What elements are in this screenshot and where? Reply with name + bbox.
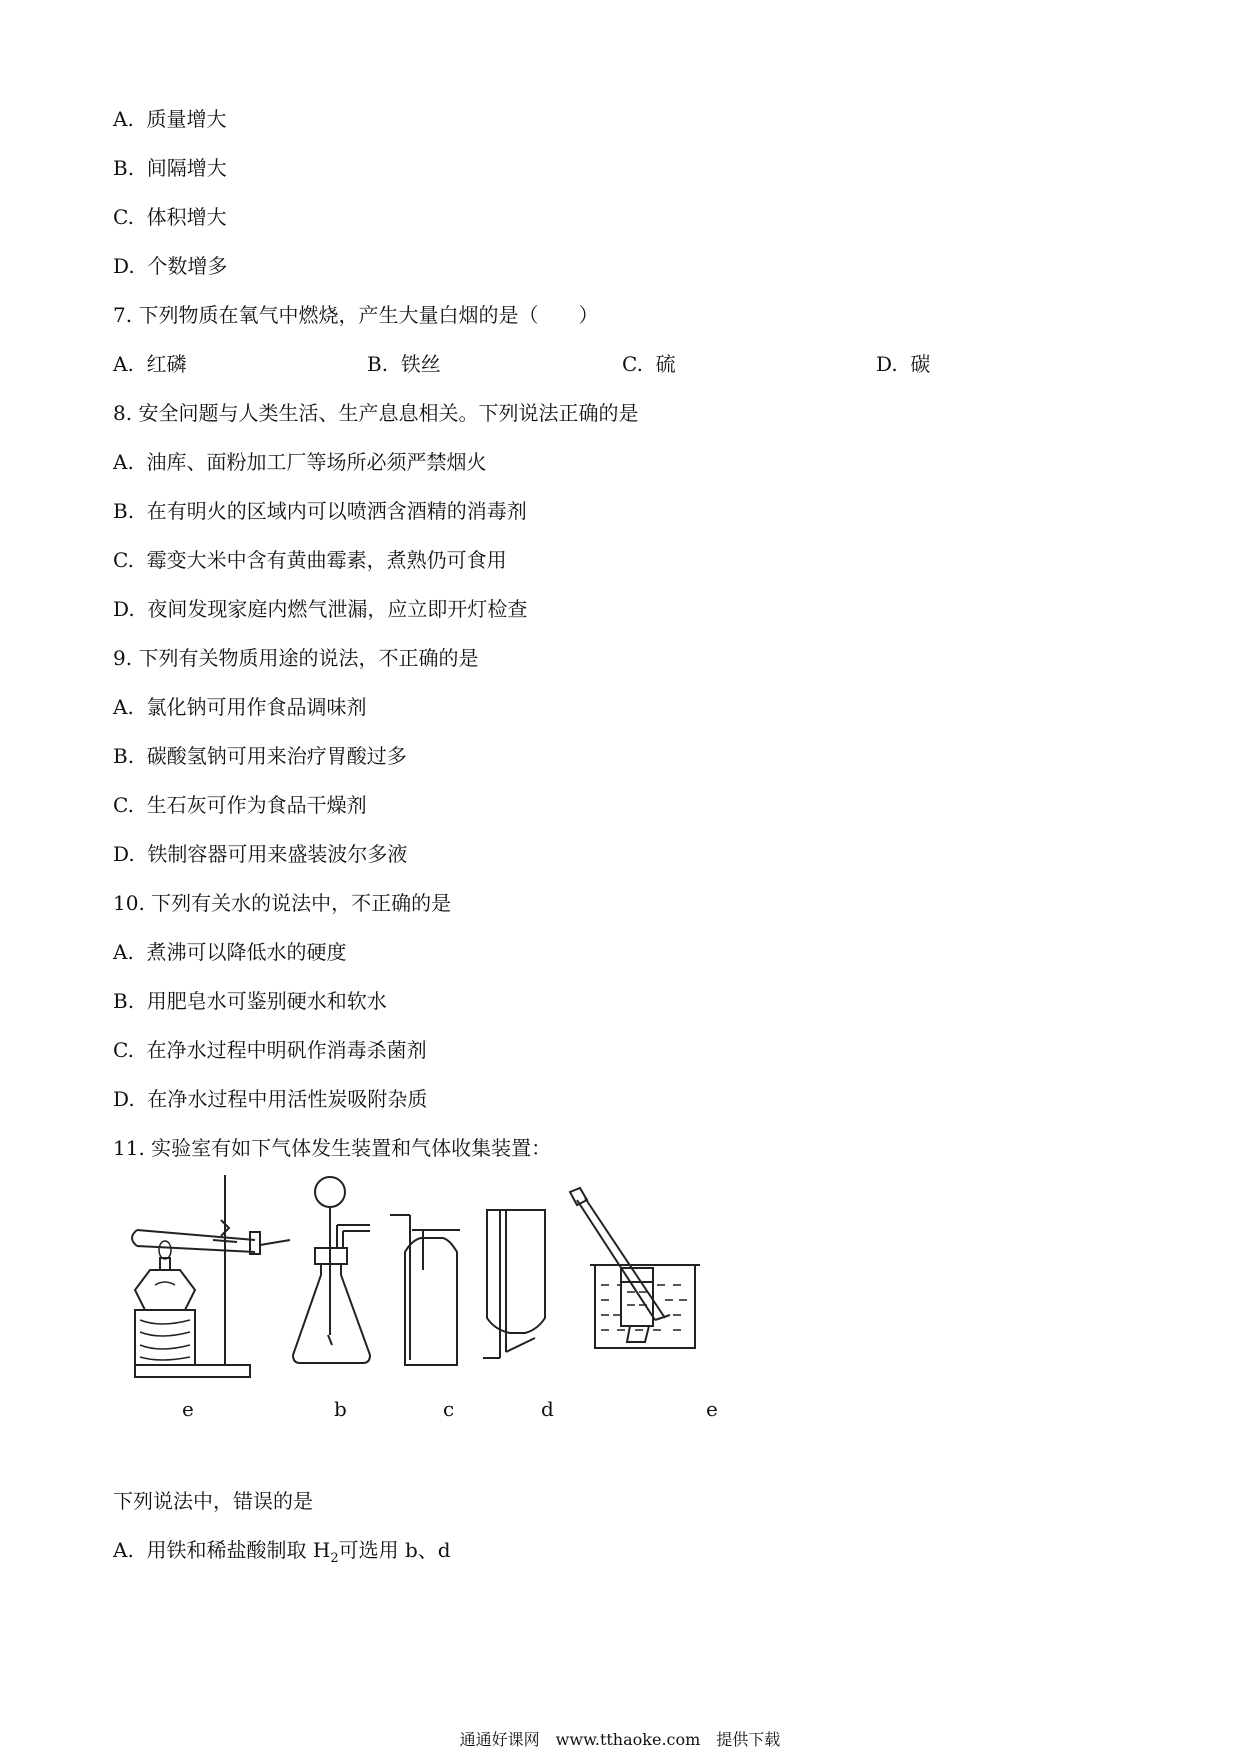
q10-option-a: A. 煮沸可以降低水的硬度 bbox=[113, 940, 347, 964]
q10-option-c: C. 在净水过程中明矾作消毒杀菌剂 bbox=[113, 1038, 427, 1062]
q9-option-b: B. 碳酸氢钠可用来治疗胃酸过多 bbox=[113, 744, 407, 768]
q7-option-a: A. 红磷 bbox=[113, 352, 187, 376]
q8-stem: 8. 安全问题与人类生活、生产息息相关。下列说法正确的是 bbox=[113, 401, 639, 425]
heating-apparatus bbox=[132, 1175, 290, 1377]
q8-option-a: A. 油库、面粉加工厂等场所必须严禁烟火 bbox=[113, 450, 487, 474]
q7-option-d: D. 碳 bbox=[876, 352, 931, 376]
q11-stem: 11. 实验室有如下气体发生装置和气体收集装置： bbox=[113, 1136, 552, 1160]
water-trough-e bbox=[570, 1188, 700, 1348]
q7-stem: 7. 下列物质在氧气中燃烧，产生大量白烟的是（ ） bbox=[113, 303, 599, 327]
q10-stem: 10. 下列有关水的说法中，不正确的是 bbox=[113, 891, 452, 915]
q9-option-c: C. 生石灰可作为食品干燥剂 bbox=[113, 793, 367, 817]
gas-bottle-c bbox=[390, 1215, 460, 1365]
flask-apparatus bbox=[293, 1177, 370, 1363]
apparatus-figure bbox=[125, 1170, 785, 1385]
q11-option-a: A. 用铁和稀盐酸制取 $H_2$可选用 b、d bbox=[113, 1538, 451, 1566]
figure-label-2: b bbox=[334, 1397, 347, 1421]
q7-option-c: C. 硫 bbox=[622, 352, 676, 376]
figure-label-1: e bbox=[182, 1397, 194, 1421]
q8-option-b: B. 在有明火的区域内可以喷洒含酒精的消毒剂 bbox=[113, 499, 527, 523]
figure-label-3: c bbox=[443, 1397, 455, 1421]
q10-option-d: D. 在净水过程中用活性炭吸附杂质 bbox=[113, 1087, 428, 1111]
page-footer: 通通好课网 www.tthaoke.com 提供下载 bbox=[459, 1730, 781, 1749]
q6-option-a: A. 质量增大 bbox=[113, 107, 227, 131]
q6-option-c: C. 体积增大 bbox=[113, 205, 227, 229]
q6-option-b: B. 间隔增大 bbox=[113, 156, 227, 180]
q11-sub-stem: 下列说法中，错误的是 bbox=[113, 1489, 313, 1513]
q10-option-b: B. 用肥皂水可鉴别硬水和软水 bbox=[113, 989, 387, 1013]
figure-label-4: d bbox=[541, 1397, 554, 1421]
figure-label-5: e bbox=[706, 1397, 718, 1421]
q9-option-d: D. 铁制容器可用来盛装波尔多液 bbox=[113, 842, 408, 866]
q6-option-d: D. 个数增多 bbox=[113, 254, 228, 278]
q9-option-a: A. 氯化钠可用作食品调味剂 bbox=[113, 695, 367, 719]
q8-option-d: D. 夜间发现家庭内燃气泄漏，应立即开灯检查 bbox=[113, 597, 528, 621]
q9-stem: 9. 下列有关物质用途的说法，不正确的是 bbox=[113, 646, 479, 670]
q8-option-c: C. 霉变大米中含有黄曲霉素，煮熟仍可食用 bbox=[113, 548, 507, 572]
inverted-bottle-d bbox=[483, 1210, 545, 1358]
q7-option-b: B. 铁丝 bbox=[367, 352, 441, 376]
